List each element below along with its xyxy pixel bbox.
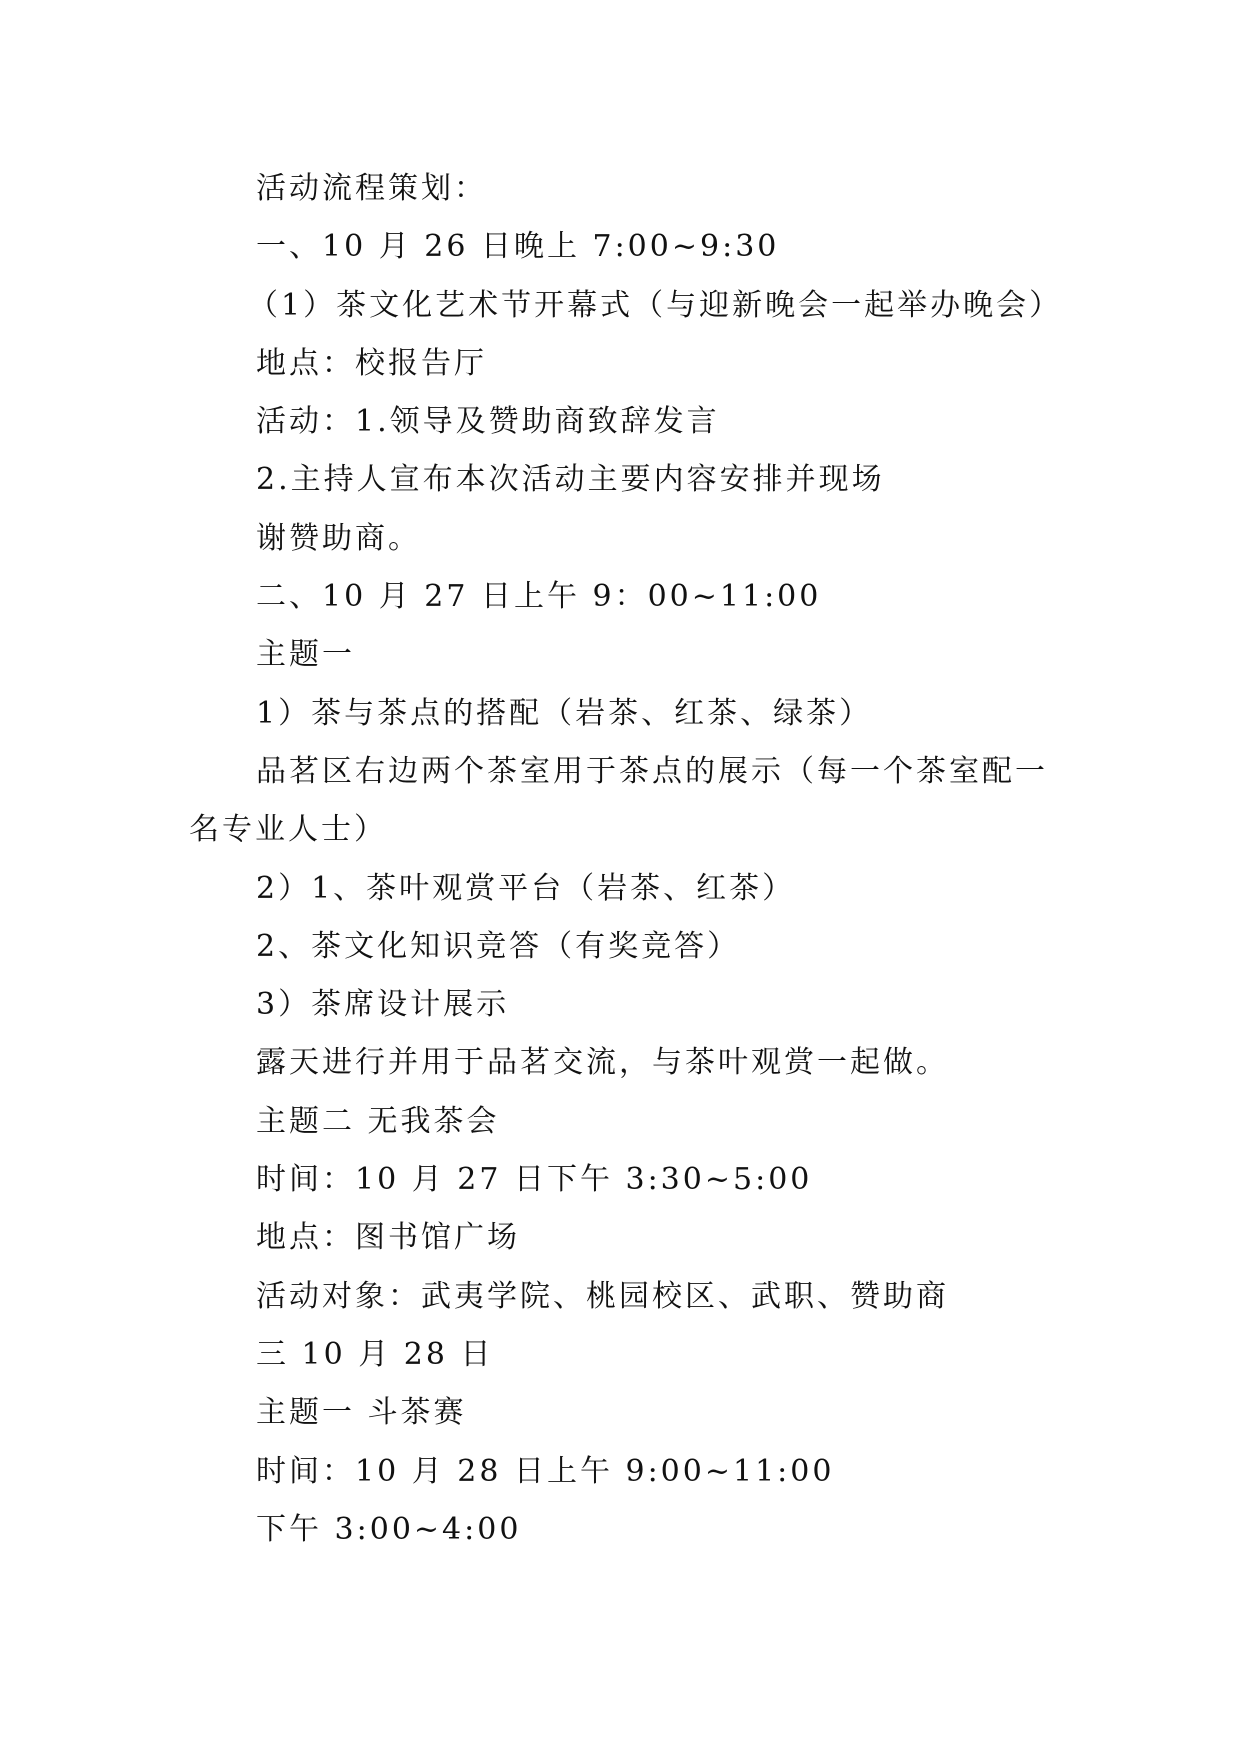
tea-contest-heading: 主题一 斗茶赛 [256,1395,467,1431]
contest-afternoon-time-line: 下午 3:00~4:00 [256,1511,522,1547]
tea-viewing-line: 2）1、茶叶观赏平台（岩茶、红茶） [256,870,796,906]
theme-two-heading: 主题二 无我茶会 [256,1103,500,1139]
contest-morning-time-line: 时间：10 月 28 日上午 9:00~11:00 [256,1453,835,1489]
opening-ceremony-line: （1）茶文化艺术节开幕式（与迎新晚会一起举办晚会） [248,287,1063,323]
outdoor-exchange-line: 露天进行并用于品茗交流，与茶叶观赏一起做。 [256,1045,949,1081]
sponsor-thanks-line: 谢赞助商。 [256,520,421,556]
document-body [0,160,1241,1559]
tasting-area-continuation: 名专业人士） [189,812,387,848]
tasting-area-line: 品茗区右边两个茶室用于茶点的展示（每一个茶室配一 [256,753,1048,789]
activity-line: 活动：1.领导及赞助商致辞发言 [256,404,720,440]
quiz-line: 2、茶文化知识竞答（有奖竞答） [256,928,741,964]
section-three-heading: 三 10 月 28 日 [256,1336,494,1372]
tea-pairing-line: 1）茶与茶点的搭配（岩茶、红茶、绿茶） [256,695,873,731]
participants-line: 活动对象：武夷学院、桃园校区、武职、赞助商 [256,1278,949,1314]
host-announcement-line: 2.主持人宣布本次活动主要内容安排并现场 [256,462,885,498]
venue-line: 地点：校报告厅 [256,345,487,381]
theme-one-heading: 主题一 [256,637,355,673]
theme-two-venue-line: 地点：图书馆广场 [256,1220,520,1256]
theme-two-time-line: 时间：10 月 27 日下午 3:30~5:00 [256,1162,813,1198]
section-two-heading: 二、10 月 27 日上午 9：00~11:00 [256,579,822,615]
section-heading-plan: 活动流程策划： [256,171,487,206]
section-one-heading: 一、10 月 26 日晚上 7:00~9:30 [256,229,780,265]
tea-table-design-line: 3）茶席设计展示 [256,987,510,1023]
